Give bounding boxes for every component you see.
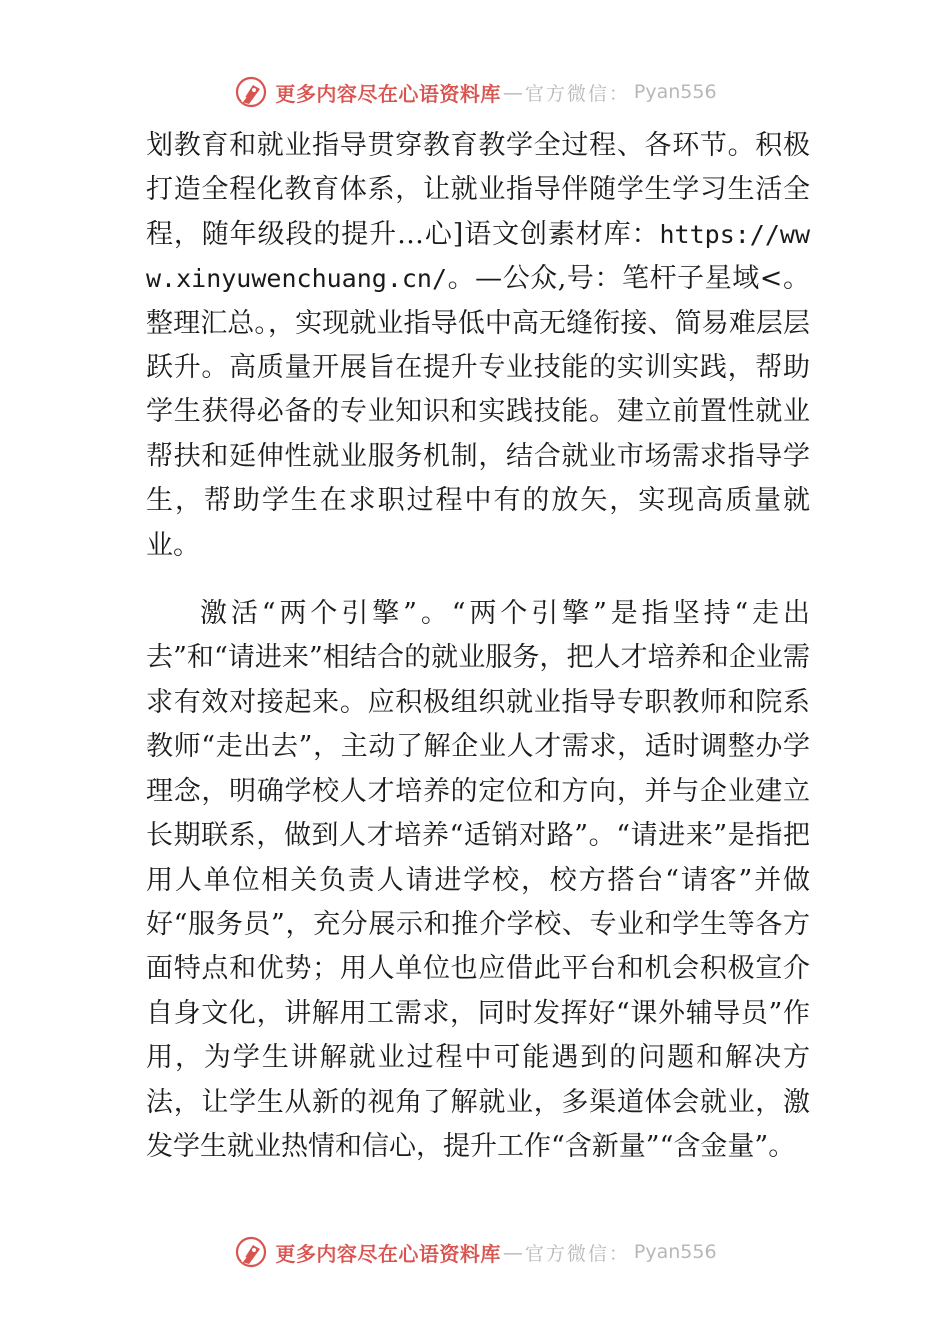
banner-main-text: 更多内容尽在心语资料库 (275, 81, 501, 106)
footer-banner (0, 1232, 950, 1272)
banner-wechat-label: 官方微信： (524, 82, 630, 105)
paragraph-1 (146, 124, 810, 568)
pen-nib-logo-icon (233, 75, 269, 109)
banner-main-text: 更多内容尽在心语资料库 (275, 1241, 501, 1266)
banner-wechat-id: Pyan556 (633, 81, 717, 103)
banner-wechat-id: Pyan556 (633, 1241, 717, 1263)
banner-dash: — (502, 1240, 523, 1264)
paragraph-1-url: https://www.xinyuwenchuang.cn/ (146, 219, 810, 294)
banner-dash: — (502, 80, 523, 104)
pen-nib-logo-icon (233, 1235, 269, 1269)
header-banner (0, 72, 950, 112)
banner-wechat-label: 官方微信： (524, 1242, 630, 1265)
document-body (146, 124, 810, 1169)
paragraph-1-text-a: 划教育和就业指导贯穿教育教学全过程、各环节。积极打造全程化教育体系，让就业指导伴随学生学习生活全程，随年级段的提升…心]语文创素材库： (146, 130, 810, 250)
paragraph-2: 激活“两个引擎”。“两个引擎”是指坚持“走出去”和“请进来”相结合的就业服务，把人才培养和企业需求有效对接起来。应积极组织就业指导专职教师和院系教师“走出去”，主动了解企业人才需求，适时调整办学理念，明确学校人才培养的定位和方向，并与企业建立长期联系，做到人才培养“适销对路”。“请进来”是指把用人单位相关负责人请进学校，校方搭台“请客”并做好“服务员”，充分展示和推介学校、专业和学生等各方面特点和优势；用人单位也应借此平台和机会积极宣介自身文化，讲解用工需求，同时发挥好“课外辅导员”作用，为学生讲解就业过程中可能遇到的问题和解决方法，让学生从新的视角了解就业，多渠道体会就业，激发学生就业热情和信心，提升工作“含新量”“含金量”。 (146, 598, 810, 1162)
paragraph-1-text-b: 。—公众,号：笔杆子星域<。整理汇总。，实现就业指导低中高无缝衔接、简易难层层跃升。高质量开展旨在提升专业技能的实训实践，帮助学生获得必备的专业知识和实践技能。建立前置性就业帮扶和延伸性就业服务机制，结合就业市场需求指导学生，帮助学生在求职过程中有的放矢，实现高质量就业。 (146, 263, 810, 561)
paragraph-spacer (146, 568, 810, 592)
